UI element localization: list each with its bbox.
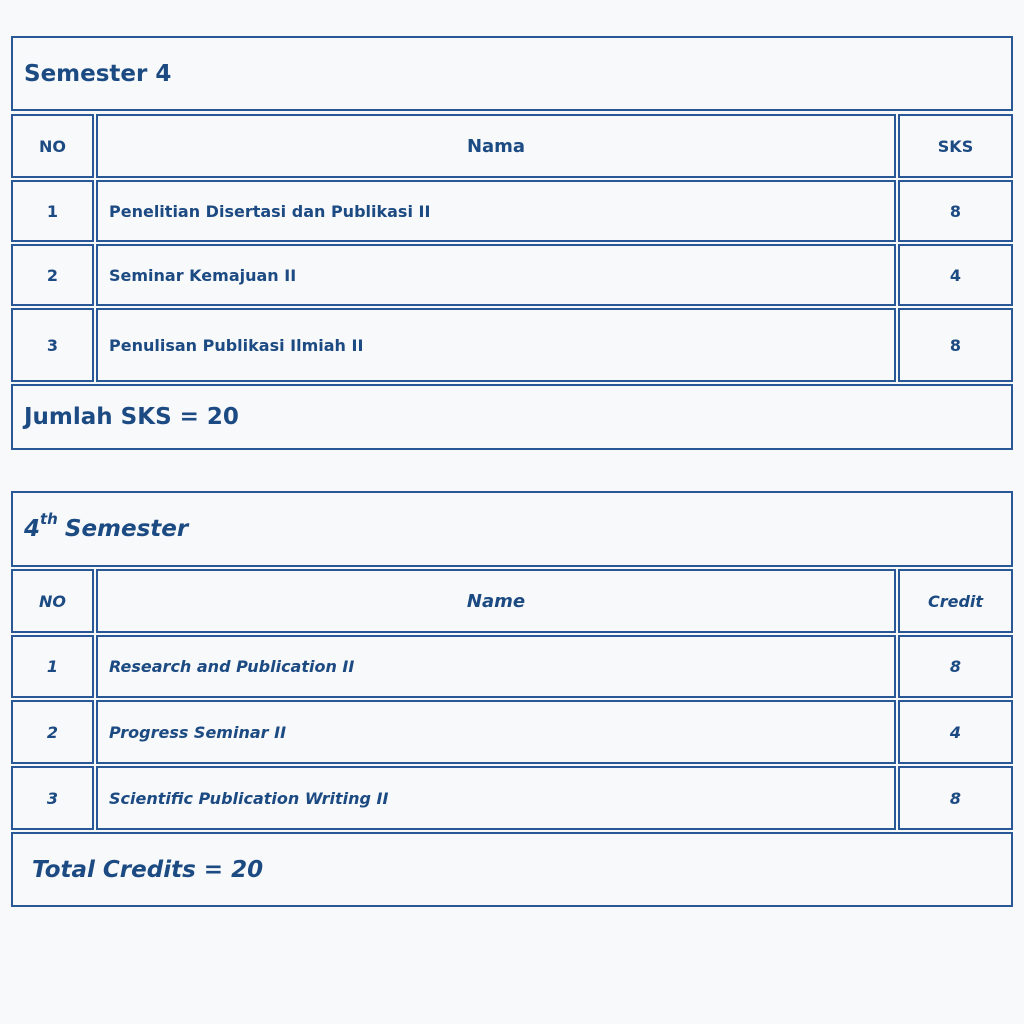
table-row-1-name: Research and Publication II (96, 635, 896, 698)
table-row-1-no: 1 (11, 180, 94, 242)
header-credit: Credit (898, 569, 1013, 633)
table-row-1-name: Penelitian Disertasi dan Publikasi II (96, 180, 896, 242)
title-word: Semester (64, 516, 189, 542)
total-credits-text: Total Credits = 20 (32, 856, 264, 883)
total-credits-text: Jumlah SKS = 20 (24, 404, 239, 430)
header-name: Name (96, 569, 896, 633)
table-row-1-credit: 8 (898, 635, 1013, 698)
title-number: 4 (24, 516, 41, 542)
table-row-3-credit: 8 (898, 308, 1013, 382)
table-row-1-no: 1 (11, 635, 94, 698)
semester-table-indonesian (11, 36, 1013, 450)
table-row-2-name: Seminar Kemajuan II (96, 244, 896, 306)
header-credit: SKS (898, 114, 1013, 178)
header-no: NO (11, 114, 94, 178)
header-no: NO (11, 569, 94, 633)
table-row-2-name: Progress Seminar II (96, 700, 896, 764)
table-row-2-no: 2 (11, 244, 94, 306)
table-row-3-credit: 8 (898, 766, 1013, 830)
table-row-2-no: 2 (11, 700, 94, 764)
semester-table-english (11, 491, 1013, 907)
table-title (11, 491, 1013, 567)
total-credits (11, 384, 1013, 450)
table-row-3-name: Penulisan Publikasi Ilmiah II (96, 308, 896, 382)
table-row-3-name: Scientific Publication Writing II (96, 766, 896, 830)
table-title-text: Semester 4 (24, 60, 172, 87)
table-title (11, 36, 1013, 111)
header-name: Nama (96, 114, 896, 178)
table-row-3-no: 3 (11, 766, 94, 830)
table-row-2-credit: 4 (898, 700, 1013, 764)
table-row-2-credit: 4 (898, 244, 1013, 306)
total-credits (11, 832, 1013, 907)
title-ordinal-suffix: th (40, 510, 58, 528)
table-row-3-no: 3 (11, 308, 94, 382)
table-row-1-credit: 8 (898, 180, 1013, 242)
